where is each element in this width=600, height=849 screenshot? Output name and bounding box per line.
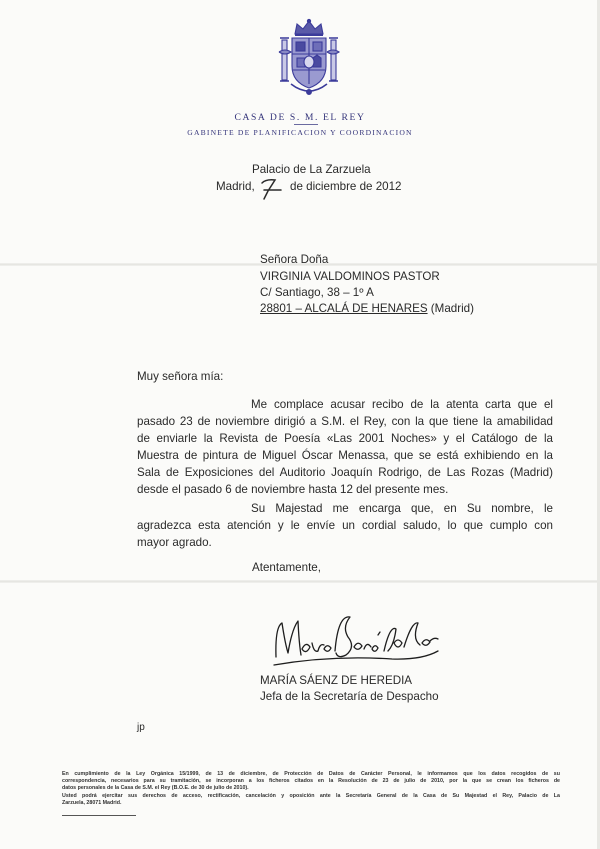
notice-line: correspondencia, necesarios para su tramitación, se incorporan a los ficheros citados en la Resolución de 23 de julio de 2010, por la que se crean los ficheros de — [62, 778, 560, 785]
header-divider — [294, 124, 318, 125]
paragraph-line: Muestra de pintura de Miguel Óscar Menassa, que se está exhibiendo en la — [137, 449, 553, 462]
paragraph-2 — [137, 500, 553, 551]
institution-name: CASA DE S. M. EL REY — [234, 112, 366, 123]
paragraph-line: Su Majestad me encarga que, en Su nombre, le — [251, 502, 553, 515]
paragraph-line: desde el pasado 6 de noviembre hasta 12 del presente mes. — [137, 483, 449, 496]
paragraph-line: mayor agrado. — [137, 536, 212, 549]
date-city: Madrid, — [216, 180, 255, 193]
greeting: Muy señora mía: — [137, 370, 224, 383]
place-line: Palacio de La Zarzuela — [252, 163, 371, 176]
notice-line: Zarzuela, 28071 Madrid. — [62, 799, 122, 806]
notice-line: Usted podrá ejercitar sus derechos de acceso, rectificación, cancelación y oposición ante la Secretaría General de la Casa de Su Majestad el Rey, Palacio de La — [62, 792, 560, 799]
typist-initials: jp — [137, 722, 145, 733]
signatory-name: MARÍA SÁENZ DE HEREDIA — [260, 674, 413, 687]
paragraph-line: de enviarle la Revista de Poesía «Las 2001 Noches» y el Catálogo de la — [137, 432, 553, 445]
handwritten-signature — [272, 603, 442, 673]
recipient-salutation: Señora Doña — [260, 253, 329, 266]
notice-line: En cumplimiento de la Ley Orgánica 15/1999, de 13 de diciembre, de Protección de Datos de Carácter Personal, le informamos que los datos recogidos de su — [62, 771, 560, 777]
handwritten-day — [259, 177, 289, 203]
recipient-name: VIRGINIA VALDOMINOS PASTOR — [260, 270, 440, 283]
paragraph-line: agradezca esta atención y le envíe un cordial saludo, lo que cumplo con — [137, 519, 553, 532]
date-rest: de diciembre de 2012 — [290, 180, 402, 193]
recipient-city-line — [260, 302, 474, 315]
recipient-address: C/ Santiago, 38 – 1º A — [260, 286, 374, 299]
paragraph-1 — [137, 396, 553, 498]
data-protection-notice — [62, 771, 560, 807]
paragraph-line: pasado 23 de noviembre dirigió a S.M. el Rey, con la que tiene la amabilidad — [137, 415, 553, 428]
footer-rule — [62, 815, 136, 816]
department-name: GABINETE DE PLANIFICACION Y COORDINACION — [187, 128, 413, 137]
paragraph-line: Sala de Exposiciones del Auditorio Joaquín Rodrigo, de Las Rozas (Madrid) — [137, 466, 553, 479]
signatory-title: Jefa de la Secretaría de Despacho — [260, 690, 439, 703]
notice-line: datos personales de la Casa de S.M. el Rey (B.O.E. de 30 de julio de 2010). — [62, 785, 249, 792]
paper-fold-line — [0, 580, 600, 583]
recipient-province: (Madrid) — [430, 302, 474, 315]
paragraph-line: Me complace acusar recibo de la atenta carta que el — [251, 398, 553, 411]
royal-crest-icon — [277, 18, 341, 96]
closing: Atentamente, — [252, 561, 321, 574]
recipient-postal-city: 28801 – ALCALÁ DE HENARES — [260, 302, 428, 315]
